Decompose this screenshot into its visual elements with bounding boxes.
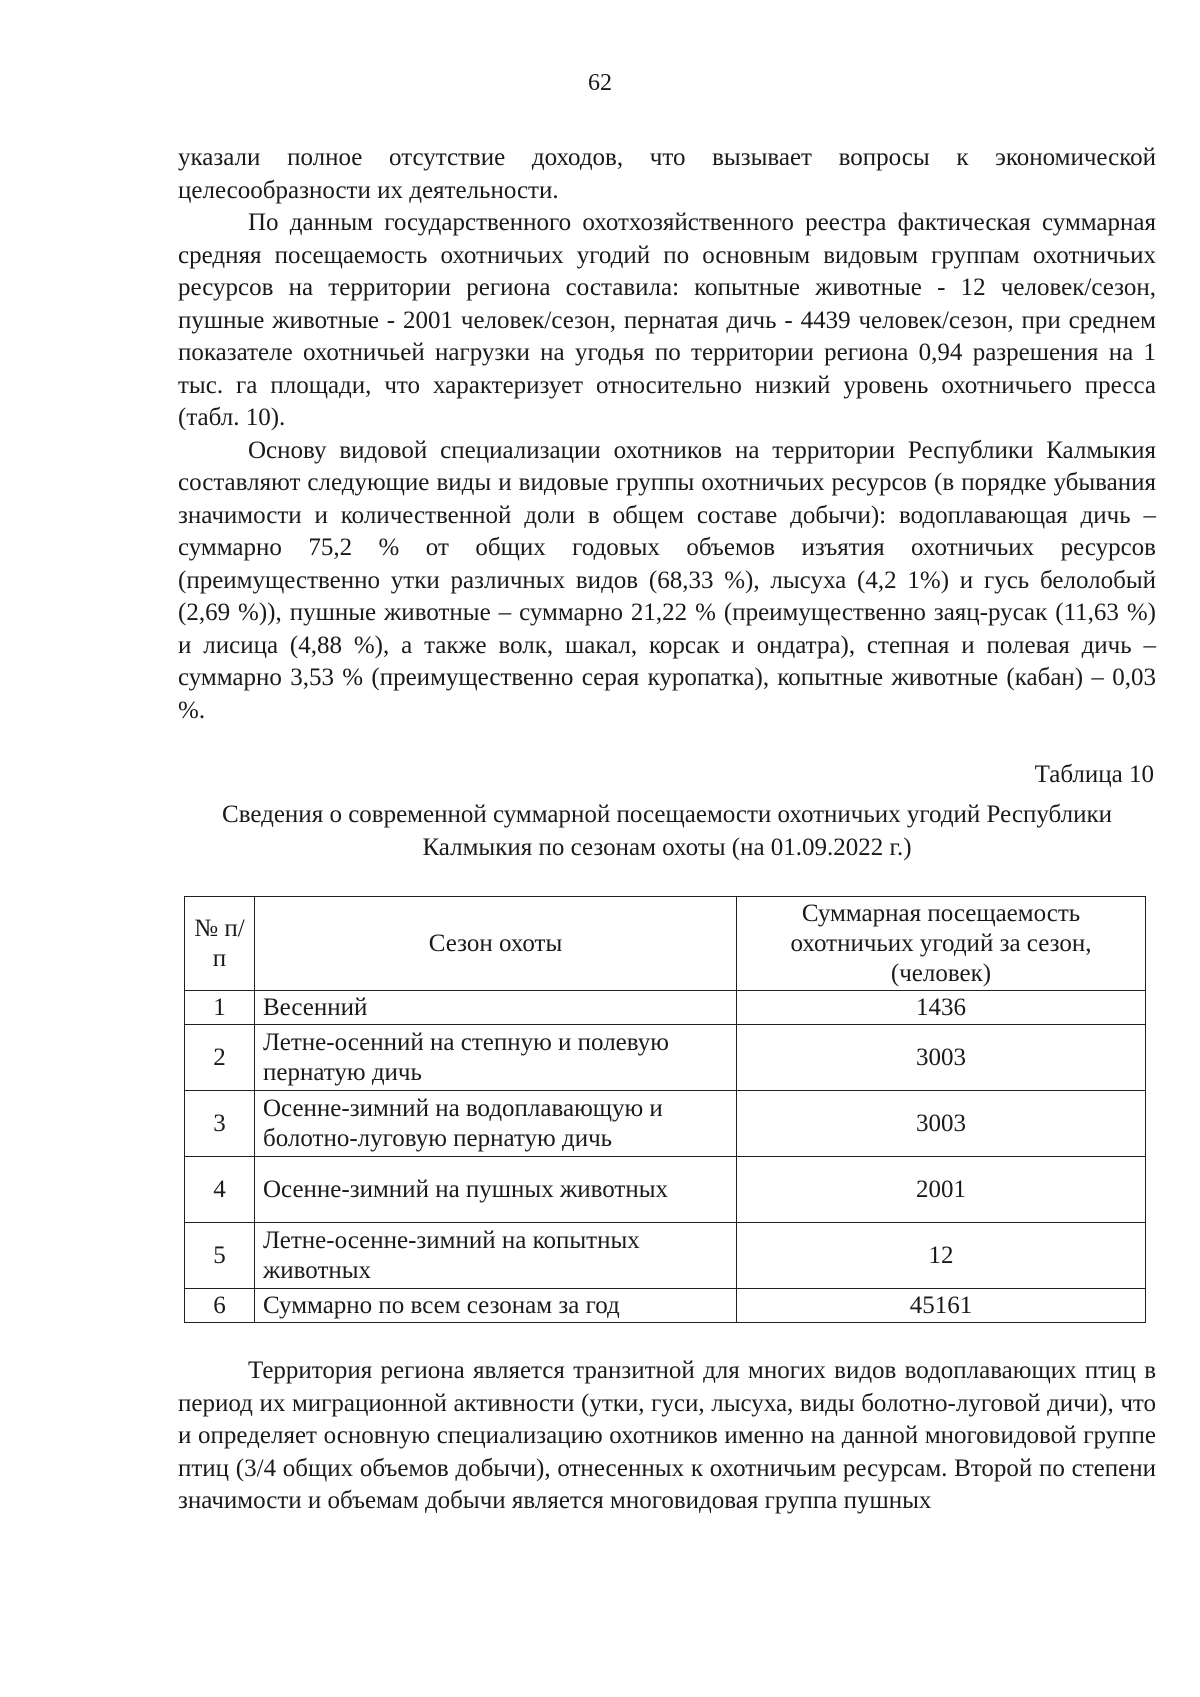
cell-visits: 3003 (737, 1025, 1146, 1091)
table-row (185, 991, 1146, 1025)
cell-num: 2 (185, 1025, 255, 1091)
cell-season: Летне-осенне-зимний на копытных животных (255, 1223, 737, 1289)
table-row (185, 1223, 1146, 1289)
cell-season: Весенний (255, 991, 737, 1025)
cell-season: Осенне-зимний на пушных животных (255, 1157, 737, 1223)
paragraph-specialization: Основу видовой специализации охотников на территории Республики Калмыкия составляют следующие виды и видовые группы охотничьих ресурсов (в порядке убывания значимости и количественной доли в общем составе добычи): водоплавающая дичь – суммарно 75,2 % от общих годовых объемов изъятия охотничьих ресурсов (преимущественно утки различных видов (68,33 %), лысуха (4,2 1%) и гусь белолобый (2,69 %)), пушные животные – суммарно 21,22 % (преимущественно заяц-русак (11,63 %) и лисица (4,88 %), а также волк, шакал, корсак и ондатра), степная и полевая дичь – суммарно 3,53 % (преимущественно серая куропатка), копытные животные (кабан) – 0,03 %. (178, 436, 1156, 724)
cell-visits: 1436 (737, 991, 1146, 1025)
cell-num: 6 (185, 1289, 255, 1323)
cell-num: 4 (185, 1157, 255, 1223)
visits-table (184, 896, 1146, 1323)
body-text-top (178, 142, 1156, 727)
page-number: 62 (588, 70, 612, 96)
cell-season: Осенне-зимний на водоплавающую и болотно-луговую пернатую дичь (255, 1091, 737, 1157)
paragraph-continuation: указали полное отсутствие доходов, что вызывает вопросы к экономической целесообразности их деятельности. (178, 144, 1156, 204)
table-row (185, 1157, 1146, 1223)
paragraph-transit: Территория региона является транзитной для многих видов водоплавающих птиц в период их миграционной активности (утки, гуси, лысуха, виды болотно-луговой дичи), что и определяет основную специализацию охотников именно на данной многовидовой группе птиц (3/4 общих объемов добычи), отнесенных к охотничьим ресурсам. Второй по степени значимости и объемам добычи является многовидовая группа пушных (178, 1357, 1156, 1514)
cell-season: Летне-осенний на степную и полевую пернатую дичь (255, 1025, 737, 1091)
cell-num: 3 (185, 1091, 255, 1157)
table-header-row (185, 897, 1146, 991)
cell-season: Суммарно по всем сезонам за год (255, 1289, 737, 1323)
table-caption: Сведения о современной суммарной посещаемости охотничьих угодий Республики Калмыкия по сезонам охоты (на 01.09.2022 г.) (222, 801, 1112, 861)
table-row (185, 1289, 1146, 1323)
table-row (185, 1025, 1146, 1091)
cell-num: 5 (185, 1223, 255, 1289)
cell-num: 1 (185, 991, 255, 1025)
cell-visits: 3003 (737, 1091, 1146, 1157)
table-row (185, 1091, 1146, 1157)
paragraph-registry: По данным государственного охотхозяйственного реестра фактическая суммарная средняя посещаемость охотничьих угодий по основным видовым группам охотничьих ресурсов на территории региона составила: копытные животные - 12 человек/сезон, пушные животные - 2001 человек/сезон, пернатая дичь - 4439 человек/сезон, при среднем показателе охотничьей нагрузки на угодья по территории региона 0,94 разрешения на 1 тыс. га площади, что характеризует относительно низкий уровень охотничьего пресса (табл. 10). (178, 209, 1156, 431)
cell-visits: 2001 (737, 1157, 1146, 1223)
cell-visits: 12 (737, 1223, 1146, 1289)
body-text-bottom (178, 1355, 1156, 1518)
header-num: № п/п (185, 897, 255, 991)
header-season: Сезон охоты (255, 897, 737, 991)
table-label: Таблица 10 (1034, 761, 1154, 788)
header-visits: Суммарная посещаемость охотничьих угодий за сезон, (человек) (737, 897, 1146, 991)
cell-visits: 45161 (737, 1289, 1146, 1323)
